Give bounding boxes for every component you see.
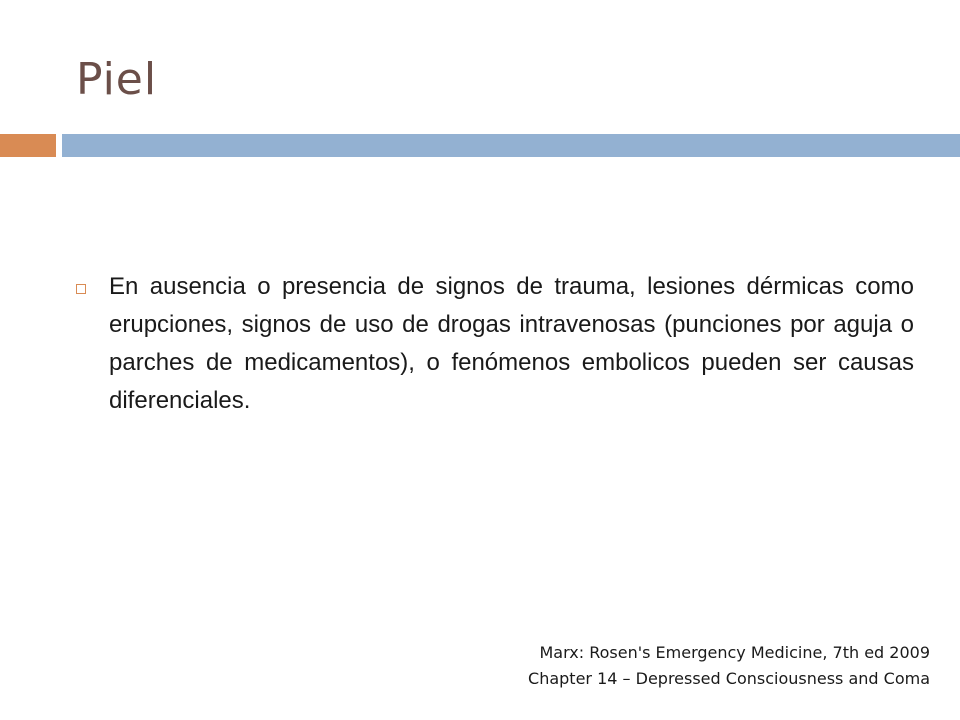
citation: [528, 640, 930, 692]
title-accent-bar-blue: [62, 134, 960, 157]
citation-line-chapter: Chapter 14 – Depressed Consciousness and Coma: [528, 669, 930, 688]
slide-title: Piel: [76, 54, 158, 105]
bullet-item: [72, 268, 914, 420]
hollow-square-bullet-icon: [76, 284, 86, 294]
bullet-text: En ausencia o presencia de signos de trauma, lesiones dérmicas como erupciones, signos de uso de drogas intravenosas (punciones por aguja o parches de medicamentos), o fenómenos embolicos pueden ser causas diferenciales.: [109, 273, 914, 414]
bullet-list: [72, 268, 914, 420]
title-accent-bar-orange: [0, 134, 56, 157]
citation-line-source: Marx: Rosen's Emergency Medicine, 7th ed 2009: [539, 643, 930, 662]
